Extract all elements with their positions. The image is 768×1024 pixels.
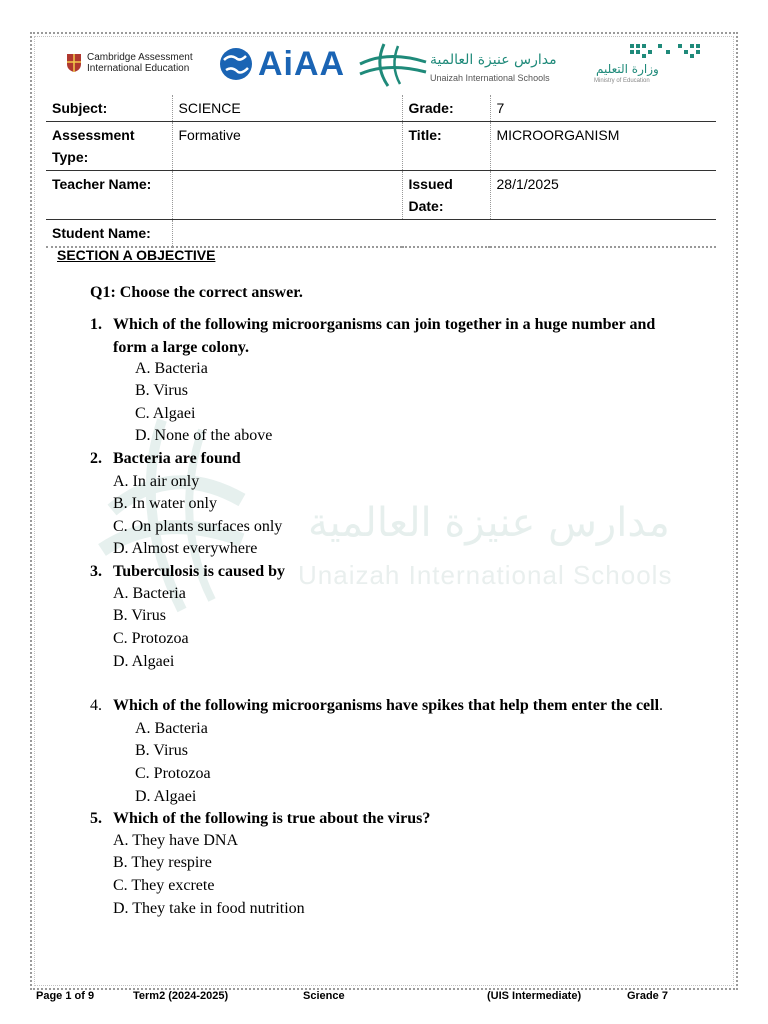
aiaa-wordmark: AiAA bbox=[258, 45, 346, 83]
question-4-option-d[interactable]: D. Algaei bbox=[135, 788, 197, 805]
header-logos bbox=[40, 40, 730, 90]
question-5-text: Which of the following is true about the virus? bbox=[113, 810, 431, 827]
question-5-number: 5. bbox=[90, 810, 102, 827]
teacher-value[interactable] bbox=[172, 171, 402, 220]
question-4-period: . bbox=[659, 697, 664, 714]
issued-value: 28/1/2025 bbox=[496, 176, 559, 192]
watermark-english: Unaizah International Schools bbox=[298, 560, 673, 590]
assessment-value: Formative bbox=[172, 122, 402, 171]
title-label: Title: bbox=[402, 122, 490, 171]
question-3-text: Tuberculosis is caused by bbox=[113, 563, 286, 580]
q1-heading: Q1: Choose the correct answer. bbox=[90, 284, 303, 301]
question-3-option-b[interactable]: B. Virus bbox=[113, 607, 166, 624]
footer-grade: Grade 7 bbox=[627, 990, 668, 1002]
question-4-option-a[interactable]: A. Bacteria bbox=[135, 720, 208, 737]
student-label: Student Name: bbox=[46, 220, 172, 248]
question-1-text-cont: form a large colony. bbox=[113, 339, 249, 356]
cambridge-logo bbox=[66, 52, 193, 74]
ministry-english: Ministry of Education bbox=[594, 78, 650, 84]
question-1-option-d[interactable]: D. None of the above bbox=[135, 427, 273, 444]
question-1-option-a[interactable]: A. Bacteria bbox=[135, 360, 208, 377]
ministry-emblem-icon bbox=[628, 42, 708, 60]
cambridge-line1: Cambridge Assessment bbox=[87, 52, 193, 63]
grade-label: Grade: bbox=[402, 95, 490, 122]
question-1-option-b[interactable]: B. Virus bbox=[135, 382, 188, 399]
question-1-text: Which of the following microorganisms can join together in a huge number and bbox=[113, 316, 656, 333]
question-2-option-c[interactable]: C. On plants surfaces only bbox=[113, 518, 283, 535]
question-4-text-wrap bbox=[113, 695, 663, 718]
question-3-number: 3. bbox=[90, 563, 102, 580]
question-2-option-d[interactable]: D. Almost everywhere bbox=[113, 540, 258, 557]
uis-logo bbox=[358, 42, 588, 88]
watermark-arabic: مدارس عنيزة العالمية bbox=[308, 500, 670, 546]
question-1-option-c[interactable]: C. Algaei bbox=[135, 405, 196, 422]
question-3-option-d[interactable]: D. Algaei bbox=[113, 653, 175, 670]
question-4-text: Which of the following microorganisms have spikes that help them enter the cell bbox=[113, 697, 660, 714]
globe-icon bbox=[218, 46, 254, 82]
ministry-logo bbox=[592, 40, 712, 88]
assessment-label: Assessment Type: bbox=[46, 122, 172, 171]
subject-label: Subject: bbox=[46, 95, 172, 122]
info-row-subject bbox=[46, 95, 716, 122]
info-row-teacher bbox=[46, 171, 716, 220]
info-row-student bbox=[46, 220, 716, 248]
question-5-option-c[interactable]: C. They excrete bbox=[113, 877, 215, 894]
question-5-option-a[interactable]: A. They have DNA bbox=[113, 832, 239, 849]
school-english-name: Unaizah International Schools bbox=[430, 73, 550, 83]
subject-value: SCIENCE bbox=[172, 95, 402, 122]
question-2-option-a[interactable]: A. In air only bbox=[113, 473, 200, 490]
question-2-text: Bacteria are found bbox=[113, 450, 241, 467]
question-4-option-c[interactable]: C. Protozoa bbox=[135, 765, 211, 782]
info-table bbox=[46, 95, 716, 248]
footer-page: Page 1 of 9 bbox=[36, 990, 95, 1002]
question-2-number: 2. bbox=[90, 450, 102, 467]
question-4-option-b[interactable]: B. Virus bbox=[135, 742, 188, 759]
question-3-option-a[interactable]: A. Bacteria bbox=[113, 585, 186, 602]
issued-label: Issued Date: bbox=[402, 171, 490, 220]
grade-value: 7 bbox=[496, 100, 505, 116]
question-1-number: 1. bbox=[90, 316, 102, 333]
footer-term: Term2 (2024-2025) bbox=[133, 990, 229, 1002]
title-value: MICROORGANISM bbox=[496, 127, 620, 143]
question-4-number: 4. bbox=[90, 697, 102, 714]
question-5-option-b[interactable]: B. They respire bbox=[113, 854, 212, 871]
cambridge-line2: International Education bbox=[87, 63, 190, 74]
question-3-option-c[interactable]: C. Protozoa bbox=[113, 630, 189, 647]
cambridge-shield-icon bbox=[66, 53, 82, 73]
section-title: SECTION A OBJECTIVE bbox=[57, 247, 216, 263]
school-arabic-name: مدارس عنيزة العالمية bbox=[430, 52, 557, 68]
question-2-option-b[interactable]: B. In water only bbox=[113, 495, 217, 512]
question-5-option-d[interactable]: D. They take in food nutrition bbox=[113, 900, 305, 917]
footer-level: (UIS Intermediate) bbox=[487, 990, 582, 1002]
aiaa-logo bbox=[218, 44, 345, 84]
teacher-label: Teacher Name: bbox=[46, 171, 172, 220]
footer-subject: Science bbox=[303, 990, 345, 1002]
student-value[interactable] bbox=[172, 220, 716, 248]
ministry-arabic: وزارة التعليم bbox=[596, 62, 659, 76]
info-row-assessment bbox=[46, 122, 716, 171]
uis-emblem-icon bbox=[358, 42, 428, 88]
